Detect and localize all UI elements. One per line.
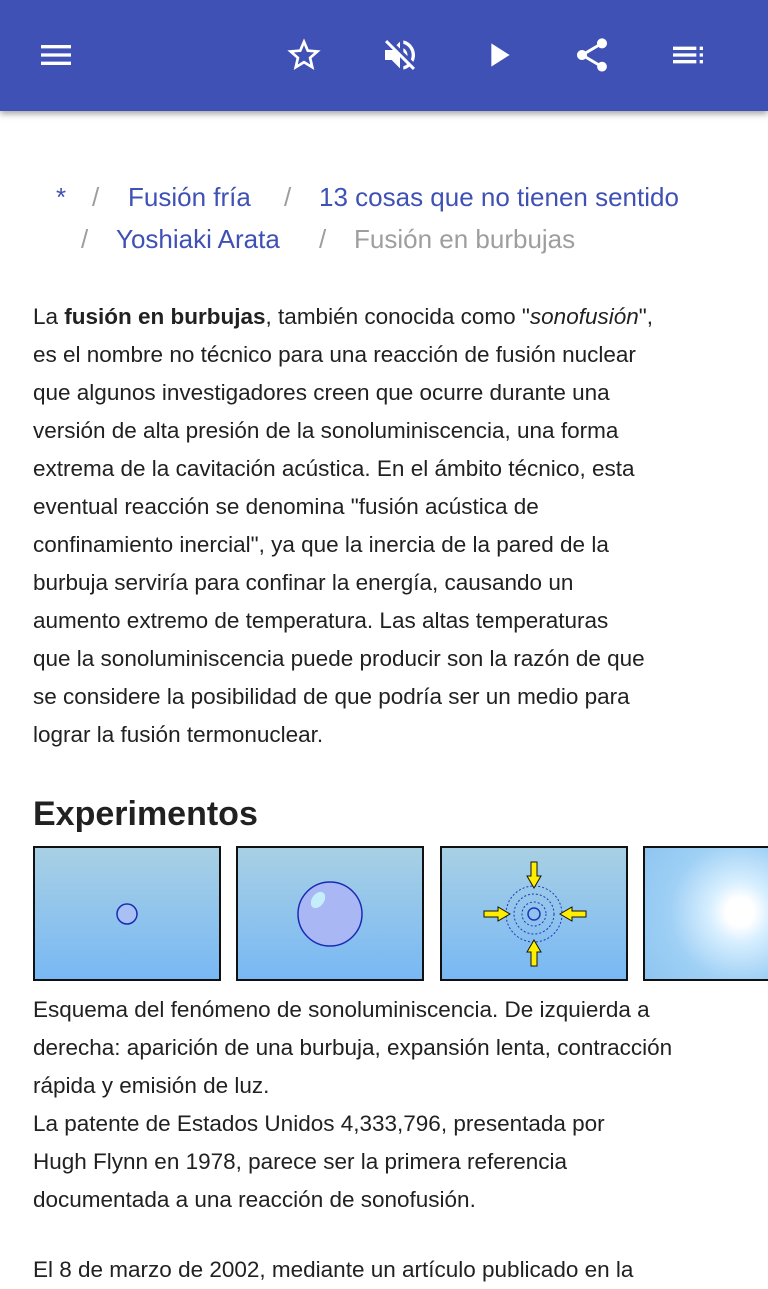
bubble-large-icon: [238, 848, 422, 979]
breadcrumb-separator: /: [92, 182, 100, 212]
text-line: aumento extremo de temperatura. Las altas temperaturas: [33, 608, 609, 633]
light-emission-image[interactable]: [643, 846, 768, 981]
breadcrumb-current: Fusión en burbujas: [354, 224, 576, 254]
compression-arrows-icon: [442, 848, 626, 979]
image-caption: Esquema del fenómeno de sonoluminiscencia. De izquierda a derecha: aparición de una burbuja, expansión lenta, contracción rápida y emisión de luz. La patente de Estados Unidos 4,333,796, presentada por Hugh Flynn en 1978, parece ser la primera referencia documentada a una reacción de sonofusión.: [33, 997, 673, 1212]
bubble-expands-image[interactable]: [236, 846, 424, 981]
breadcrumb-fusion-fria[interactable]: Fusión fría: [128, 182, 251, 212]
share-icon: [572, 35, 612, 75]
menu-icon: [36, 35, 76, 75]
text-line: lograr la fusión termonuclear.: [33, 722, 324, 747]
share-button[interactable]: [568, 31, 616, 79]
breadcrumb-separator: /: [319, 224, 327, 254]
breadcrumb-separator: /: [284, 182, 292, 212]
play-button[interactable]: [474, 31, 522, 79]
breadcrumb-yoshiaki-arata[interactable]: Yoshiaki Arata: [116, 224, 280, 254]
section-heading: Experimentos: [33, 795, 258, 833]
app-bar: [0, 0, 768, 111]
text-line: es el nombre no técnico para una reacción de fusión nuclear: [33, 342, 636, 367]
text-line: eventual reacción se denomina "fusión acústica de: [33, 494, 539, 519]
bold-term: fusión en burbujas: [64, 304, 266, 329]
text-line: versión de alta presión de la sonoluminiscencia, una forma: [33, 418, 619, 443]
bubble-appears-image[interactable]: [33, 846, 221, 981]
volume-off-icon: [380, 35, 420, 75]
text-line: que algunos investigadores creen que ocurre durante una: [33, 380, 610, 405]
intro-paragraph: La fusión en burbujas, también conocida como "sonofusión", es el nombre no técnico para una reacción de fusión nuclear que algunos investigadores creen que ocurre durante una versión de alta presión de la sonoluminiscencia, una forma extrema de la cavitación acústica. En el ámbito técnico, esta eventual reacción se denomina "fusión acústica de confinamiento inercial", ya que la inercia de la pared de la burbuja serviría para confinar la energía, causando un aumento extremo de temperatura. Las altas temperaturas que la sonoluminiscencia puede producir son la razón de que se considere la posibilidad de que podría ser un medio para lograr la fusión termonuclear.: [33, 298, 653, 754]
italic-term: sonofusión: [529, 304, 639, 329]
bubble-small-icon: [35, 848, 219, 979]
text-line: burbuja serviría para confinar la energía, causando un: [33, 570, 574, 595]
text-line: extrema de la cavitación acústica. En el ámbito técnico, esta: [33, 456, 635, 481]
play-icon: [478, 35, 518, 75]
breadcrumb-home[interactable]: *: [56, 182, 67, 212]
breadcrumb-separator: /: [81, 224, 89, 254]
text-line: confinamiento inercial", ya que la inercia de la pared de la: [33, 532, 609, 557]
bubble-contracts-image[interactable]: [440, 846, 628, 981]
text-line: se considere la posibilidad de que podría ser un medio para: [33, 684, 630, 709]
playlist-icon: [668, 35, 708, 75]
favorite-button[interactable]: [280, 31, 328, 79]
mute-button[interactable]: [376, 31, 424, 79]
breadcrumb-13-cosas[interactable]: 13 cosas que no tienen sentido: [319, 182, 679, 212]
text-line: que la sonoluminiscencia puede producir son la razón de que: [33, 646, 645, 671]
star-icon: [284, 35, 324, 75]
menu-button[interactable]: [32, 31, 80, 79]
contents-button[interactable]: [664, 31, 712, 79]
next-paragraph: El 8 de marzo de 2002, mediante un artículo publicado en la: [33, 1257, 634, 1282]
